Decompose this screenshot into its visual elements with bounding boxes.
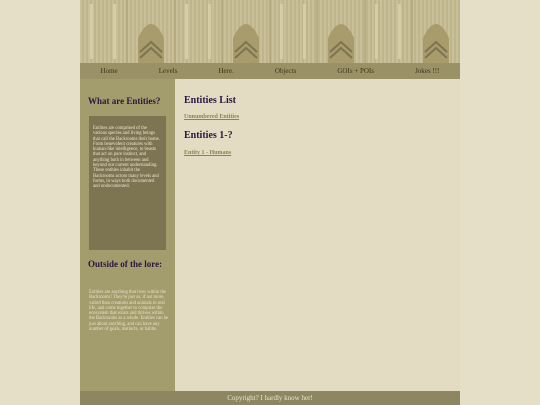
banner-pattern (80, 0, 460, 63)
sidebar-title: What are Entities? (88, 96, 161, 106)
nav-item-gois-pois[interactable]: GOIs + POIs (337, 67, 374, 75)
unnumbered-entities-link[interactable]: Unnumbered Entities (184, 114, 240, 120)
nav-item-objects[interactable]: Objects (274, 67, 297, 75)
sidebar-title-lore: Outside of the lore: (88, 259, 163, 269)
footer-text: Copyright? I hardly know her! (227, 394, 313, 402)
section-title: Entities 1-? (184, 130, 233, 141)
footer (80, 391, 460, 405)
main-nav (80, 63, 460, 79)
sidebar-info-box (89, 116, 166, 250)
sidebar-info-text: Entities are comprised of the various species and living beings that call the Backrooms their home. From benevolent creatures with human-like intelligence, to beasts that act on pure instinct, and anything both in between and beyond our current understanding. These entities inhabit the Backrooms across many levels and forms, in ways both documented and undocumented. (93, 126, 160, 190)
nav-item-home[interactable]: Home (100, 67, 118, 75)
page-title: Entities List (184, 95, 236, 106)
nav-item-here[interactable]: Here. (218, 67, 234, 75)
nav-item-jokes[interactable]: Jokes !!! (415, 67, 440, 75)
entity-1-link[interactable]: Entity 1 - Humans (184, 150, 232, 156)
header-banner (80, 0, 460, 63)
nav-item-levels[interactable]: Levels (158, 67, 178, 75)
main-content (175, 79, 460, 391)
sidebar-lore-text: Entities are anything that lives within the Backrooms! They're just as, if not more, varied than creatures and animals in real life, and come together to comprise the ecosystem that exists and thrives within the Backrooms as a whole. Entities can be just about anything, and can have any number of goals, instincts, or habits. (89, 290, 169, 333)
